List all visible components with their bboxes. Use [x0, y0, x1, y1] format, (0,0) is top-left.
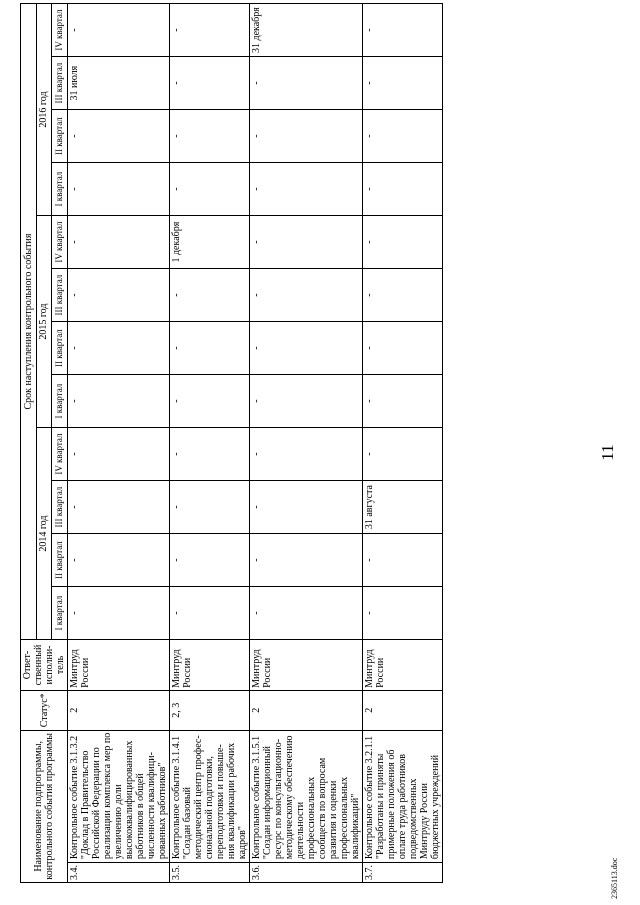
header-deadline: Срок наступления контрольного события — [21, 4, 37, 640]
deadline-cell: - — [68, 269, 170, 322]
deadline-cell: 1 декабря — [170, 216, 250, 269]
event-name: Контрольное событие 3.1.3.2 "Доклад в Правительство Российской Федерации по реализации комплекса мер по увеличению доли высококвалифицированных работников в общей численности квалифици-рованных работников" — [68, 730, 170, 863]
deadline-cell: - — [68, 481, 170, 534]
table-row — [250, 4, 363, 883]
event-name: Контрольное событие 3.1.5.1 "Создан информационный ресурс по консультационно-методическому обеспечению деятельности профессиональных сообществ по вопросам развития и оценки профессиональных квалификаций" — [250, 730, 363, 863]
deadline-cell: - — [170, 4, 250, 57]
deadline-cell: - — [250, 375, 363, 428]
deadline-cell: - — [250, 163, 363, 216]
deadline-cell: - — [170, 110, 250, 163]
table-row — [68, 4, 170, 883]
quarter-4: IV квартал — [52, 428, 68, 481]
deadline-cell: - — [68, 110, 170, 163]
deadline-cell: - — [250, 428, 363, 481]
deadline-cell: - — [170, 428, 250, 481]
deadline-cell: - — [68, 163, 170, 216]
deadline-cell: - — [170, 57, 250, 110]
deadline-cell: - — [363, 534, 443, 587]
table-row — [170, 4, 250, 883]
event-name: Контрольное событие 3.1.4.1 "Создан базовый методический центр профес-сиональной подготовки, переподготовки и повыше-ния квалификации рабочих кадров" — [170, 730, 250, 863]
quarter-1: I квартал — [52, 375, 68, 428]
deadline-cell: - — [68, 375, 170, 428]
deadline-cell: - — [170, 481, 250, 534]
deadline-cell: - — [250, 57, 363, 110]
quarter-2: II квартал — [52, 534, 68, 587]
row-number: 3.7. — [363, 863, 443, 883]
deadline-cell: - — [250, 587, 363, 640]
quarter-2: II квартал — [52, 322, 68, 375]
quarter-2: II квартал — [52, 110, 68, 163]
events-table — [20, 3, 443, 883]
status-cell: 2 — [250, 690, 363, 730]
responsible-cell: Минтруд России — [170, 640, 250, 691]
header-responsible: Ответ-ственный исполни-тель — [21, 640, 68, 691]
responsible-cell: Минтруд России — [363, 640, 443, 691]
header-year-2015: 2015 год — [36, 216, 52, 428]
deadline-cell: 31 июля — [68, 57, 170, 110]
deadline-cell: - — [250, 110, 363, 163]
deadline-cell: - — [363, 375, 443, 428]
document-filename: 2365113.doc — [610, 857, 619, 899]
page-number: 11 — [598, 444, 617, 461]
table-row — [363, 4, 443, 883]
deadline-cell: - — [250, 534, 363, 587]
deadline-cell: - — [363, 110, 443, 163]
deadline-cell: - — [363, 322, 443, 375]
deadline-cell: - — [363, 428, 443, 481]
quarter-4: IV квартал — [52, 216, 68, 269]
quarter-3: III квартал — [52, 269, 68, 322]
deadline-cell: - — [250, 269, 363, 322]
event-name: Контрольное событие 3.2.1.1 "Разработаны и приняты примерные положения об оплате труда работников подведомственных Минтруду России бюджетных учреждений — [363, 730, 443, 863]
deadline-cell: - — [170, 163, 250, 216]
quarter-1: I квартал — [52, 587, 68, 640]
deadline-cell: - — [363, 269, 443, 322]
status-cell: 2, 3 — [170, 690, 250, 730]
deadline-cell: 31 декабря — [250, 4, 363, 57]
deadline-cell: - — [363, 216, 443, 269]
header-name: Наименование подпрограммы, контрольного события программы — [21, 730, 68, 882]
deadline-cell: - — [170, 534, 250, 587]
table-body — [68, 4, 443, 883]
deadline-cell: - — [170, 322, 250, 375]
quarter-1: I квартал — [52, 163, 68, 216]
deadline-cell: - — [170, 587, 250, 640]
deadline-cell: - — [250, 322, 363, 375]
quarter-3: III квартал — [52, 481, 68, 534]
deadline-cell: - — [170, 375, 250, 428]
deadline-cell: - — [68, 322, 170, 375]
deadline-cell: - — [68, 428, 170, 481]
row-number: 3.4. — [68, 863, 170, 883]
status-cell: 2 — [363, 690, 443, 730]
deadline-cell: - — [170, 269, 250, 322]
deadline-cell: - — [363, 163, 443, 216]
header-year-2016: 2016 год — [36, 4, 52, 216]
deadline-cell: - — [68, 216, 170, 269]
status-cell: 2 — [68, 690, 170, 730]
header-year-2014: 2014 год — [36, 428, 52, 640]
deadline-cell: - — [68, 587, 170, 640]
quarter-3: III квартал — [52, 57, 68, 110]
row-number: 3.5. — [170, 863, 250, 883]
quarter-4: IV квартал — [52, 4, 68, 57]
deadline-cell: 31 августа — [363, 481, 443, 534]
row-number: 3.6. — [250, 863, 363, 883]
deadline-cell: - — [363, 4, 443, 57]
responsible-cell: Минтруд России — [250, 640, 363, 691]
header-status: Статус* — [21, 690, 68, 730]
responsible-cell: Минтруд России — [68, 640, 170, 691]
deadline-cell: - — [363, 57, 443, 110]
deadline-cell: - — [250, 481, 363, 534]
deadline-cell: - — [250, 216, 363, 269]
deadline-cell: - — [68, 534, 170, 587]
deadline-cell: - — [68, 4, 170, 57]
deadline-cell: - — [363, 587, 443, 640]
